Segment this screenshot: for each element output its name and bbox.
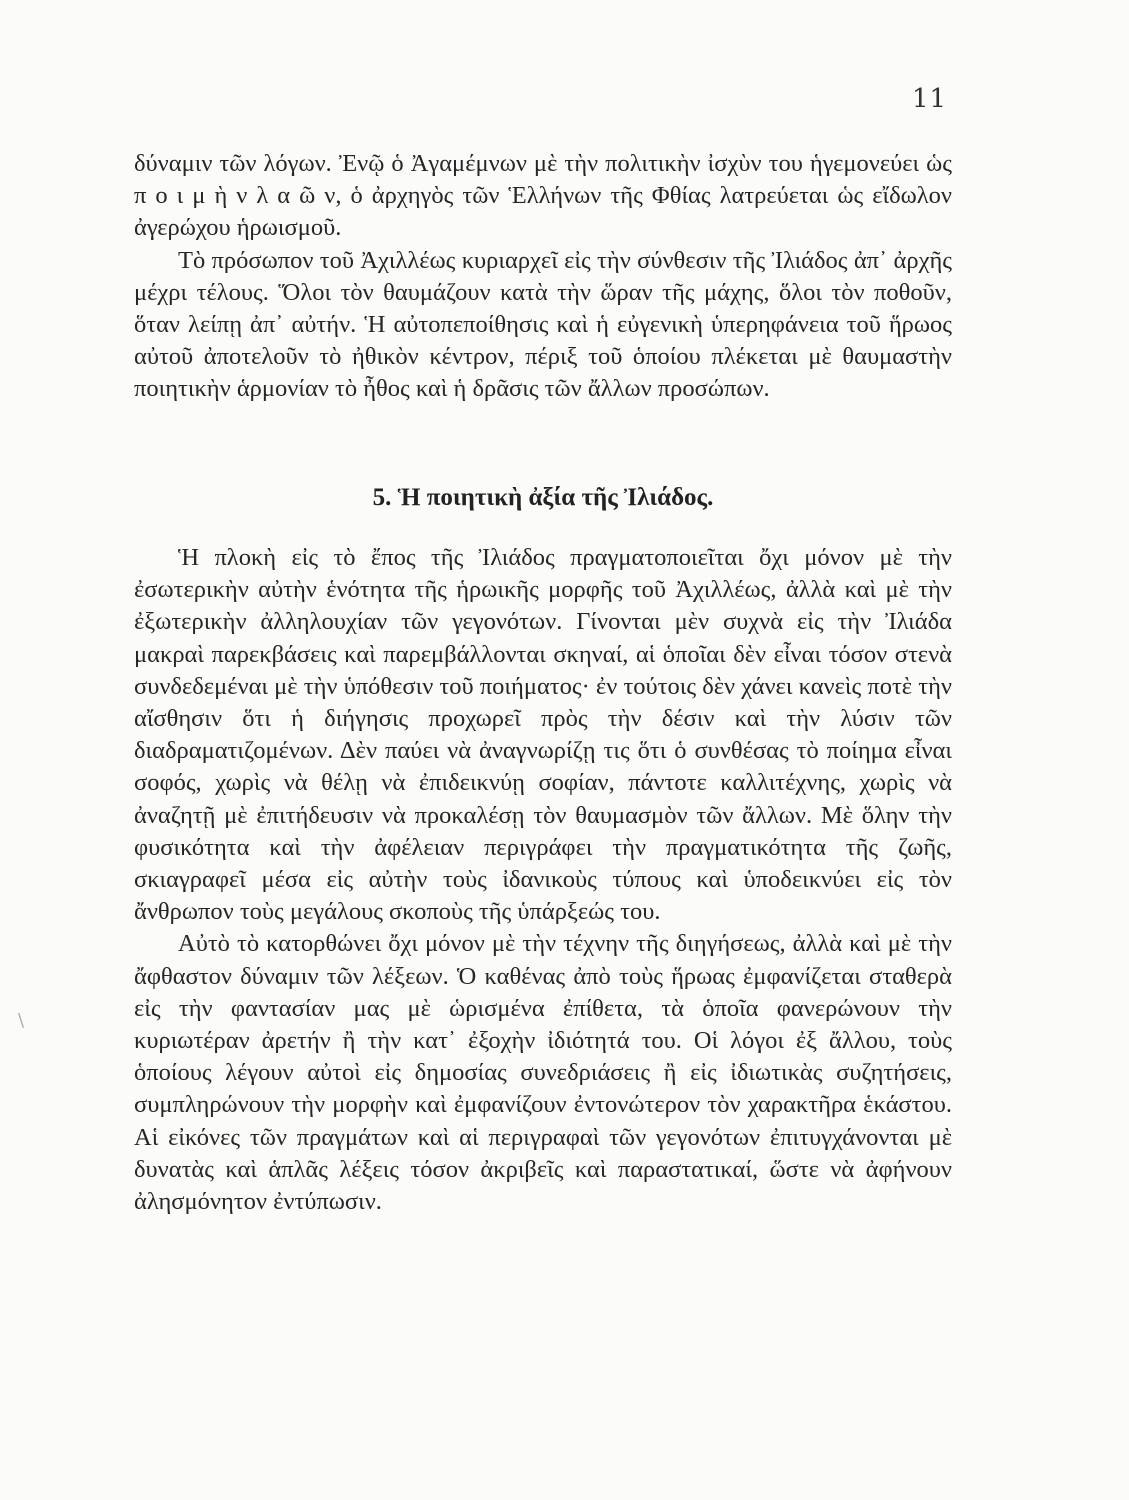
body-text-lower xyxy=(134,542,952,1218)
page-number: 11 xyxy=(912,84,948,114)
paragraph-achilles: Τὸ πρόσωπον τοῦ Ἀχιλλέως κυριαρχεῖ εἰς τὴν σύνθεσιν τῆς Ἰλιάδος ἀπ᾽ ἀρχῆς μέχρι τέλους. Ὅλοι τὸν θαυμάζουν κατὰ τὴν ὥραν τῆς μάχης, ὅλοι τὸν ποθοῦν, ὅταν λείπῃ ἀπ᾽ αὐτήν. Ἡ αὐτοπεποίθησις καὶ ἡ εὐγενικὴ ὑπερηφάνεια τοῦ ἥρωος αὐτοῦ ἀποτελοῦν τὸ ἠθικὸν κέντρον, πέριξ τοῦ ὁποίου πλέκεται μὲ θαυμαστὴν ποιητικὴν ἁρμονίαν τὸ ἦθος καὶ ἡ δρᾶσις τῶν ἄλλων προσώπων. xyxy=(134,246,952,403)
margin-mark-decoration: \ xyxy=(18,1010,25,1031)
paragraph-plot: Ἡ πλοκὴ εἰς τὸ ἔπος τῆς Ἰλιάδος πραγματοποιεῖται ὄχι μόνον μὲ τὴν ἐσωτερικὴν αὐτὴν ἑνότητα τῆς ἡρωικῆς μορφῆς τοῦ Ἀχιλλέως, ἀλλὰ καὶ μὲ τὴν ἐξωτερικὴν ἀλληλουχίαν τῶν γεγονότων. Γίνονται μὲν συχνὰ εἰς τὴν Ἰλιάδα μακραὶ παρεκβάσεις καὶ παρεμβάλλονται σκηναί, αἱ ὁποῖαι δὲν εἶναι τόσον στενὰ συνδεδεμέναι μὲ τὴν ὑπόθεσιν τοῦ ποιήματος· ἐν τούτοις δὲν χάνει κανεὶς ποτὲ τὴν αἴσθησιν ὅτι ἡ διήγησις προχωρεῖ πρὸς τὴν δέσιν καὶ τὴν λύσιν τῶν διαδραματιζομένων. Δὲν παύει νὰ ἀναγνωρίζῃ τις ὅτι ὁ συνθέσας τὸ ποίημα εἶναι σοφός, χωρὶς νὰ θέλῃ νὰ ἐπιδεικνύῃ σοφίαν, πάντοτε καλλιτέχνης, χωρὶς νὰ ἀναζητῇ μὲ ἐπιτήδευσιν νὰ προκαλέσῃ τὸν θαυμασμὸν τῶν ἄλλων. Μὲ ὅλην τὴν φυσικότητα καὶ τὴν ἀφέλειαν περιγράφει τὴν πραγματικότητα τῆς ζωῆς, σκιαγραφεῖ μέσα εἰς αὐτὴν τοὺς ἰδανικοὺς τύπους καὶ ὑποδεικνύει εἰς τὸν ἄνθρωπον τοὺς μεγάλους σκοποὺς τῆς ὑπάρξεώς του. xyxy=(134,544,952,926)
body-text-upper xyxy=(134,148,952,406)
paragraph-continuation: δύναμιν τῶν λόγων. Ἐνῷ ὁ Ἀγαμέμνων μὲ τὴν πολιτικὴν ἰσχὺν του ἡγεμονεύει ὡς π ο ι μ ὴ ν λ α ῶ ν, ὁ ἀρχηγὸς τῶν Ἑλλήνων τῆς Φθίας λατρεύεται ὡς εἴδωλον ἀγερώχου ἡρωισμοῦ. xyxy=(134,150,952,242)
section-heading: 5. Ἡ ποιητικὴ ἀξία τῆς Ἰλιάδος. xyxy=(372,484,714,511)
paragraph-words: Αὐτὸ τὸ κατορθώνει ὄχι μόνον μὲ τὴν τέχνην τῆς διηγήσεως, ἀλλὰ καὶ μὲ τὴν ἄφθαστον δύναμιν τῶν λέξεων. Ὁ καθένας ἀπὸ τοὺς ἥρωας ἐμφανίζεται σταθερὰ εἰς τὴν φαντασίαν μας μὲ ὡρισμένα ἐπίθετα, τὰ ὁποῖα φανερώνουν τὴν κυριωτέραν ἀρετήν ἢ τὴν κατ᾽ ἐξοχὴν ἰδιότητά του. Οἱ λόγοι ἐξ ἄλλου, τοὺς ὁποίους λέγουν αὐτοὶ εἰς δημοσίας συνεδριάσεις ἢ εἰς ἰδιωτικὰς συζητήσεις, συμπληρώνουν τὴν μορφὴν καὶ ἐμφανίζουν ἐντονώτερον τὸν χαρακτῆρα ἑκάστου. Αἱ εἰκόνες τῶν πραγμάτων καὶ αἱ περιγραφαὶ τῶν γεγονότων ἐπιτυγχάνονται μὲ δυνατὰς καὶ ἁπλᾶς λέξεις τόσον ἀκριβεῖς καὶ παραστατικαί, ὥστε νὰ ἀφήνουν ἀλησμόνητον ἐντύπωσιν. xyxy=(134,930,952,1216)
